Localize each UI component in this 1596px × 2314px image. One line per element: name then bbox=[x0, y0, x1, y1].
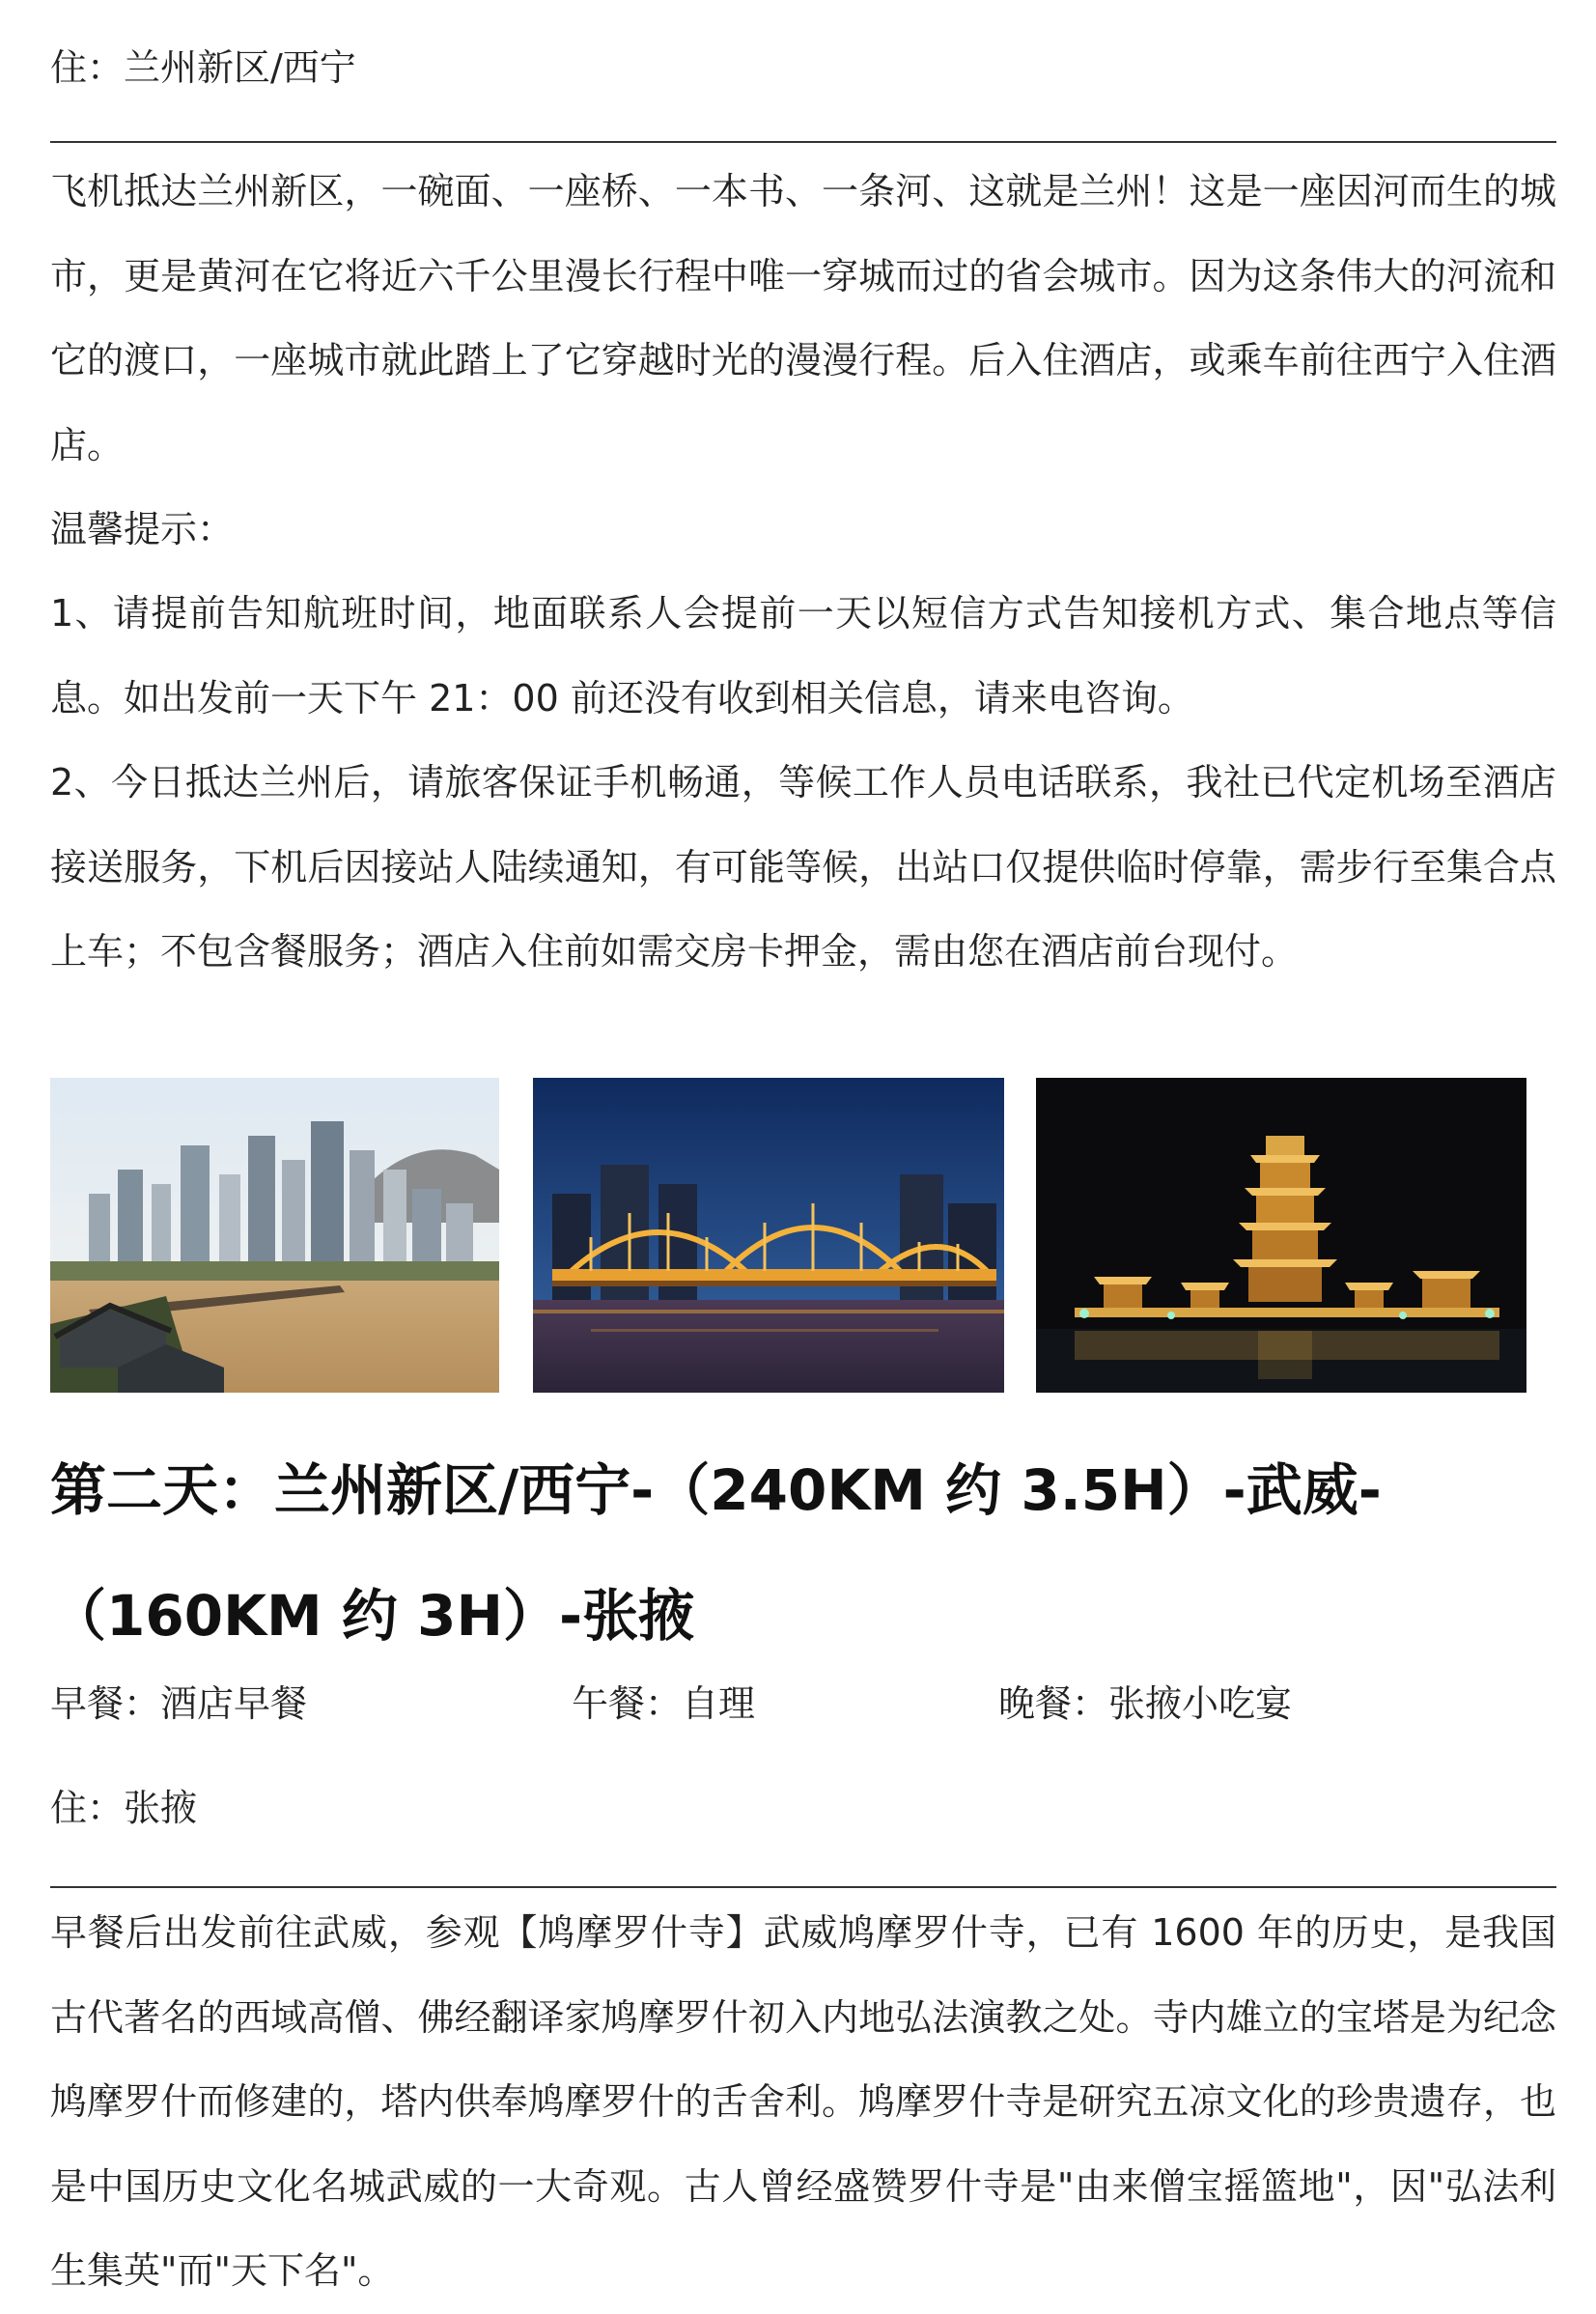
day2-title-line2: （160KM 约 3H）-张掖 bbox=[50, 1583, 695, 1649]
day2-title-line1: 第二天：兰州新区/西宁-（240KM 约 3.5H）-武威- bbox=[50, 1457, 1382, 1523]
yellow-river-iron-bridge-night-photo bbox=[533, 1078, 1004, 1393]
day2-stay: 住：张掖 bbox=[50, 1787, 198, 1829]
day1-description: 飞机抵达兰州新区，一碗面、一座桥、一本书、一条河、这就是兰州！这是一座因河而生的城市，更是黄河在它将近六千公里漫长行程中唯一穿城而过的省会城市。因为这条伟大的河流和它的渡口，一座城市就此踏上了它穿越时光的漫漫行程。后入住酒店，或乘车前往西宁入住酒店。 bbox=[50, 170, 1556, 466]
tips-title: 温馨提示： bbox=[50, 508, 235, 550]
illuminated-pagoda-night-photo bbox=[1036, 1078, 1526, 1393]
lanzhou-city-skyline-photo bbox=[50, 1078, 499, 1393]
dinner: 晚餐：张掖小吃宴 bbox=[998, 1682, 1293, 1725]
day1-stay: 住：兰州新区/西宁 bbox=[50, 46, 356, 89]
breakfast: 早餐：酒店早餐 bbox=[50, 1682, 308, 1725]
lunch: 午餐：自理 bbox=[572, 1682, 756, 1725]
day2-title bbox=[50, 1427, 1595, 1679]
tip-item: 1、请提前告知航班时间，地面联系人会提前一天以短信方式告知接机方式、集合地点等信息。如出发前一天下午 21：00 前还没有收到相关信息，请来电咨询。 bbox=[50, 592, 1556, 720]
day2-meals bbox=[50, 1661, 1556, 1746]
divider bbox=[50, 1886, 1556, 1888]
day2-description: 早餐后出发前往武威，参观【鸠摩罗什寺】武威鸠摩罗什寺，已有 1600 年的历史，是我国古代著名的西域高僧、佛经翻译家鸠摩罗什初入内地弘法演教之处。寺内雄立的宝塔是为纪念鸠摩罗什而修建的，塔内供奉鸠摩罗什的舌舍利。鸠摩罗什寺是研究五凉文化的珍贵遗存，也是中国历史文化名城武威的一大奇观。古人曾经盛赞罗什寺是"由来僧宝摇篮地"，因"弘法利生集英"而"天下名"。 bbox=[50, 1911, 1556, 2292]
divider bbox=[50, 141, 1556, 143]
tip-item: 2、今日抵达兰州后，请旅客保证手机畅通，等候工作人员电话联系，我社已代定机场至酒店接送服务，下机后因接站人陆续通知，有可能等候，出站口仅提供临时停靠，需步行至集合点上车；不包含餐服务；酒店入住前如需交房卡押金，需由您在酒店前台现付。 bbox=[50, 761, 1556, 973]
